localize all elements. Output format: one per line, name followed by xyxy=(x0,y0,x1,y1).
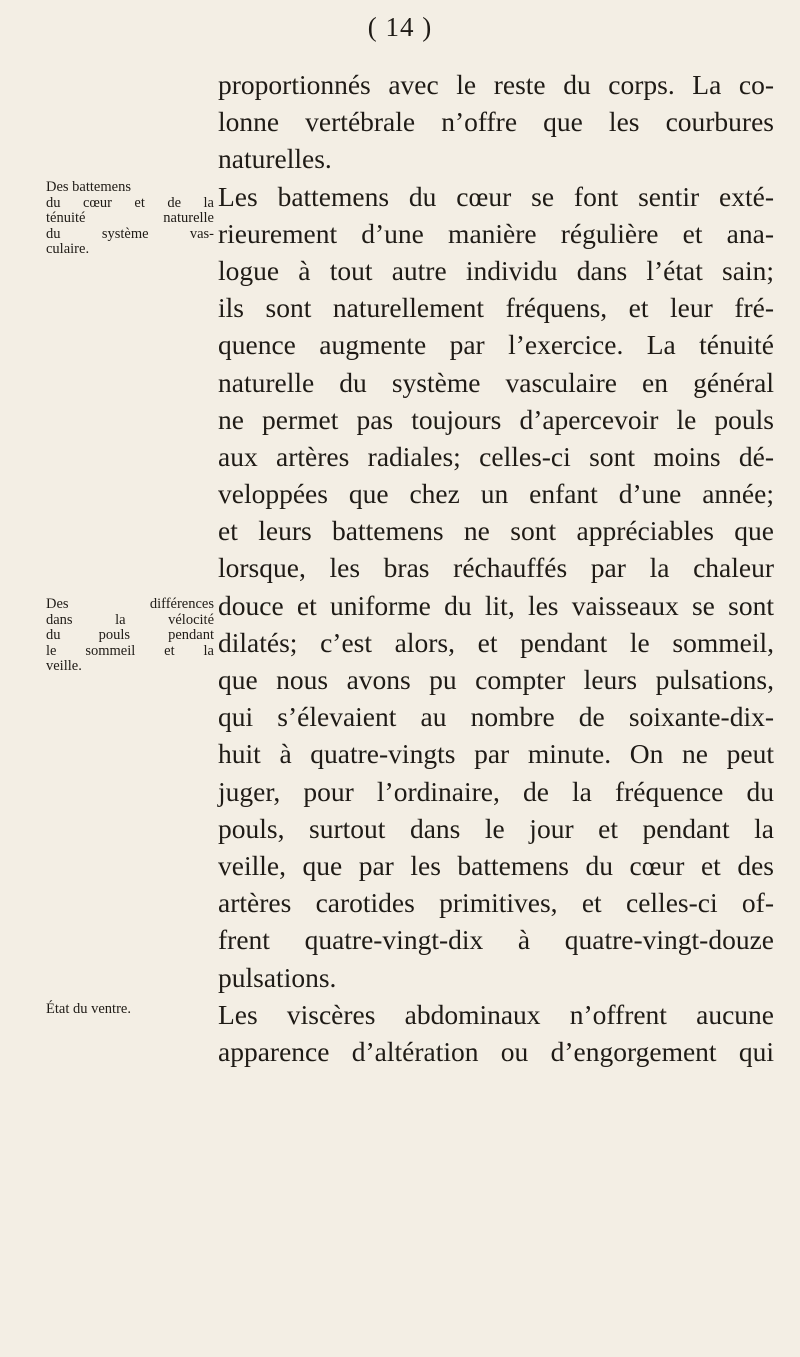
text-line: apparence d’altération ou d’engorgement qui xyxy=(218,1035,774,1067)
text-line: Les battemens du cœur se font sentir exté- xyxy=(218,180,774,212)
margin-note-heart xyxy=(46,180,214,258)
margin-note-line: du pouls pendant xyxy=(46,627,214,643)
margin-note-line: Des différences xyxy=(46,596,214,612)
text-line: frent quatre-vingt-dix à quatre-vingt-douze xyxy=(218,924,774,956)
text-line: artères carotides primitives, et celles-ci of- xyxy=(218,887,774,919)
margin-note-abdomen xyxy=(46,1002,214,1018)
margin-note-line: culaire. xyxy=(46,241,90,257)
text-line: que nous avons pu compter leurs pulsations, xyxy=(218,664,774,695)
text-line: ne permet pas toujours d’apercevoir le pouls xyxy=(218,403,774,435)
margin-note-pulse xyxy=(46,597,214,675)
text-line: lorsque, les bras réchauffés par la chaleur xyxy=(218,552,774,584)
text-line: rieurement d’une manière régulière et ana- xyxy=(218,217,774,249)
margin-note-line: du cœur et de la xyxy=(46,194,214,211)
text-line: qui s’élevaient au nombre de soixante-dix- xyxy=(218,701,774,733)
text-line: naturelles. xyxy=(218,143,332,175)
text-line: dilatés; c’est alors, et pendant le sommeil, xyxy=(218,626,774,658)
text-line: lonne vertébrale n’offre que les courbures xyxy=(218,106,774,138)
text-line: veloppées que chez un enfant d’une année; xyxy=(218,478,774,510)
margin-note-line: dans la vélocité xyxy=(46,611,214,628)
margin-note-line: ténuité naturelle xyxy=(46,210,214,226)
text-line: proportionnés avec le reste du corps. La co- xyxy=(218,69,774,100)
text-line: ils sont naturellement fréquens, et leur fré- xyxy=(218,292,774,324)
margin-note-line: du système vas- xyxy=(46,225,214,242)
margin-note-line: veille. xyxy=(46,658,82,674)
text-line: aux artères radiales; celles-ci sont moins dé- xyxy=(218,440,774,472)
text-line: quence augmente par l’exercice. La ténuité xyxy=(218,329,774,361)
text-line: pulsations. xyxy=(218,961,337,993)
text-line: pouls, surtout dans le jour et pendant la xyxy=(218,812,774,844)
text-line: naturelle du système vasculaire en général xyxy=(218,366,774,398)
margin-note-line: Des battemens xyxy=(46,179,131,195)
text-line: huit à quatre-vingts par minute. On ne peut xyxy=(218,738,774,770)
text-line: douce et uniforme du lit, les vaisseaux se sont xyxy=(218,589,774,621)
margin-note-line: le sommeil et la xyxy=(46,642,214,659)
body-text xyxy=(218,66,774,1070)
page-number: ( 14 ) xyxy=(367,12,433,42)
text-line: Les viscères abdominaux n’offrent aucune xyxy=(218,998,774,1030)
text-line: juger, pour l’ordinaire, de la fréquence du xyxy=(218,775,774,807)
text-line: veille, que par les battemens du cœur et des xyxy=(218,849,774,881)
margin-note-line: État du ventre. xyxy=(46,1001,131,1017)
text-line: et leurs battemens ne sont appréciables que xyxy=(218,515,774,547)
text-line: logue à tout autre individu dans l’état sain; xyxy=(218,254,774,286)
